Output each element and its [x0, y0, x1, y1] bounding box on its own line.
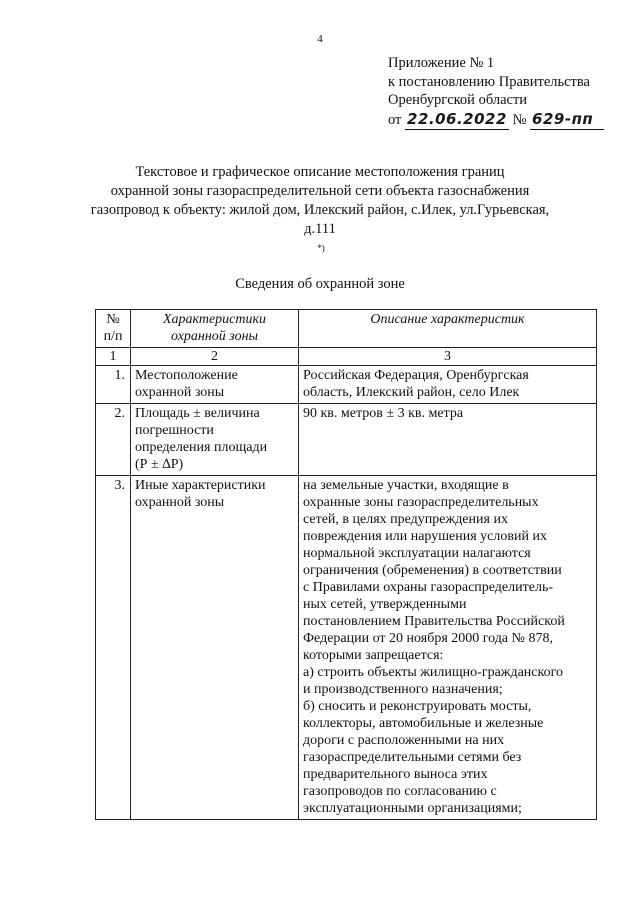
description-line: нормальной эксплуатации налагаются — [303, 546, 531, 561]
description-line: коллекторы, автомобильные и железные — [303, 716, 544, 731]
header-description: Описание характеристик — [299, 310, 597, 348]
row-description — [299, 404, 597, 476]
characteristic-line: охранной зоны — [135, 495, 225, 510]
table-row — [96, 366, 597, 404]
description-line: Российская Федерация, Оренбургская — [303, 368, 529, 383]
title-line-4-text: д.111 — [304, 221, 336, 237]
description-line: которыми запрещается: — [303, 648, 444, 663]
row-characteristic — [131, 404, 299, 476]
column-number-1: 1 — [96, 348, 131, 366]
description-line: на земельные участки, входящие в — [303, 478, 509, 493]
description-line: ных сетей, утвержденными — [303, 597, 467, 612]
title-line-3: газопровод к объекту: жилой дом, Илекский район, с.Илек, ул.Гурьевская, — [90, 202, 550, 218]
title-line-1: Текстовое и графическое описание местоположения границ — [135, 164, 505, 180]
column-number-2: 2 — [131, 348, 299, 366]
description-line: постановлением Правительства Российской — [303, 614, 565, 629]
decree-date: 22.06.2022 — [407, 109, 507, 128]
description-line: газораспределительными сетями без — [303, 750, 522, 765]
characteristic-line: (Р ± ∆Р) — [135, 457, 184, 472]
description-line: Федерации от 20 ноября 2000 года № 878, — [303, 631, 553, 646]
decree-number: 629-пп — [532, 109, 594, 128]
title-line-2: охранной зоны газораспределительной сети объекта газоснабжения — [110, 183, 530, 199]
appendix-signature-line — [388, 110, 604, 131]
characteristic-line: определения площади — [135, 440, 268, 455]
description-line: предварительного выноса этих — [303, 767, 488, 782]
description-line: сетей, в целях предупреждения их — [303, 512, 508, 527]
decree-date-underline — [405, 110, 509, 131]
column-number-row — [96, 348, 597, 366]
appendix-line-3: Оренбургской области — [388, 92, 528, 108]
row-number: 3. — [96, 476, 131, 820]
decree-number-underline — [530, 110, 604, 131]
row-description — [299, 476, 597, 820]
characteristic-line: Местоположение — [135, 368, 238, 383]
description-line: б) сносить и реконструировать мосты, — [303, 699, 532, 714]
row-description — [299, 366, 597, 404]
description-line: эксплуатационными организациями; — [303, 801, 522, 816]
description-line: а) строить объекты жилищно-гражданского — [303, 665, 563, 680]
title-line-4 — [60, 220, 580, 263]
characteristic-line: охранной зоны — [135, 385, 225, 400]
description-line: с Правилами охраны газораспределитель- — [303, 580, 553, 595]
page-number: 4 — [317, 33, 323, 45]
table-row — [96, 404, 597, 476]
description-line: дороги с расположенными на них — [303, 733, 505, 748]
row-characteristic — [131, 366, 299, 404]
zone-info-table — [95, 309, 597, 820]
header-num: № п/п — [96, 310, 131, 348]
description-line: и производственного назначения; — [303, 682, 503, 697]
characteristic-line: Иные характеристики — [135, 478, 266, 493]
appendix-header — [388, 54, 604, 130]
description-line: охранные зоны газораспределительных — [303, 495, 539, 510]
description-line: область, Илекский район, село Илек — [303, 385, 520, 400]
table-row — [96, 476, 597, 820]
number-sign: № — [512, 111, 527, 128]
from-label: от — [388, 111, 402, 128]
characteristic-line: погрешности — [135, 423, 214, 438]
description-line: повреждения или нарушения условий их — [303, 529, 547, 544]
document-title — [60, 163, 580, 263]
appendix-line-2: к постановлению Правительства — [388, 73, 590, 90]
column-number-3: 3 — [299, 348, 597, 366]
description-line: 90 кв. метров ± 3 кв. метра — [303, 406, 464, 421]
table-header-row — [96, 310, 597, 348]
appendix-line-1: Приложение № 1 — [388, 55, 495, 71]
row-characteristic — [131, 476, 299, 820]
row-number: 1. — [96, 366, 131, 404]
characteristic-line: Площадь ± величина — [135, 406, 260, 421]
header-characteristic: Характеристики охранной зоны — [131, 310, 299, 348]
description-line: газопроводов по согласованию с — [303, 784, 497, 799]
footnote-mark: *) — [317, 243, 325, 253]
description-line: ограничения (обременения) в соответствии — [303, 563, 562, 578]
section-title: Сведения об охранной зоне — [235, 276, 405, 292]
row-number: 2. — [96, 404, 131, 476]
